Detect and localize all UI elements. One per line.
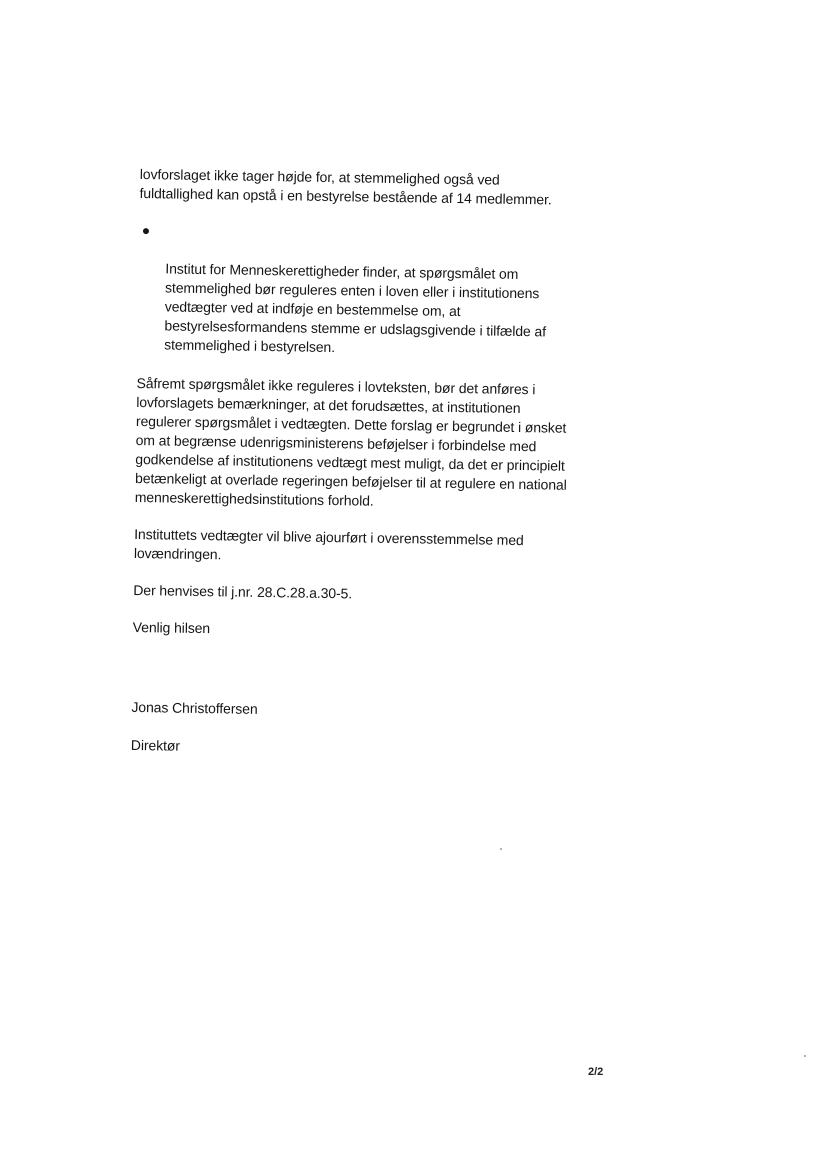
signature-block — [130, 679, 601, 781]
scan-speck — [804, 1055, 806, 1057]
signature-name: Jonas Christoffersen — [131, 698, 258, 717]
bullet-item-text: Institut for Menneskerettigheder finder, at spørgsmålet om stemmelighed bør reguleres enten i loven eller i institutionens vedtægter ved at indføje en bestemmelse om, at bestyrelsesformandens stemme er udslagsgivende i tilfælde af stemmelighed i bestyrelsen. — [164, 260, 547, 356]
bullet-item — [137, 221, 609, 361]
signature-title: Direktør — [130, 736, 180, 754]
paragraph-vedtaegter: Instituttets vedtægter vil blive ajourført i overensstemmelse med lovændringen. — [133, 525, 524, 563]
bullet-icon — [143, 228, 149, 234]
paragraph-safremt: Såfremt spørgsmålet ikke reguleres i lovteksten, bør det anføres i lovforslagets bemærkninger, at det forudsættes, at institutionen regulerer spørgsmålet i vedtægten. Dette forslag er begrundet i ønsket om at begrænse udenrigsministerens beføjelser i forbindelse med godkendelse af institutionens vedtægt mest muligt, da det er principielt betænkeligt at overlade regeringen beføjelser til at regulere en national menneskerettighedsinstitutions forhold. — [134, 374, 567, 509]
paragraph-henvisning: Der henvises til j.nr. 28.C.28.a.30-5. — [133, 581, 353, 602]
letter-body — [130, 165, 610, 781]
page-number: 2/2 — [588, 1066, 604, 1078]
paragraph-continuation: lovforslaget ikke tager højde for, at stemmelighed også ved fuldtallighed kan opstå i en bestyrelse bestående af 14 medlemmer. — [139, 165, 552, 208]
scan-speck — [500, 848, 502, 850]
closing-greeting: Venlig hilsen — [132, 618, 211, 637]
